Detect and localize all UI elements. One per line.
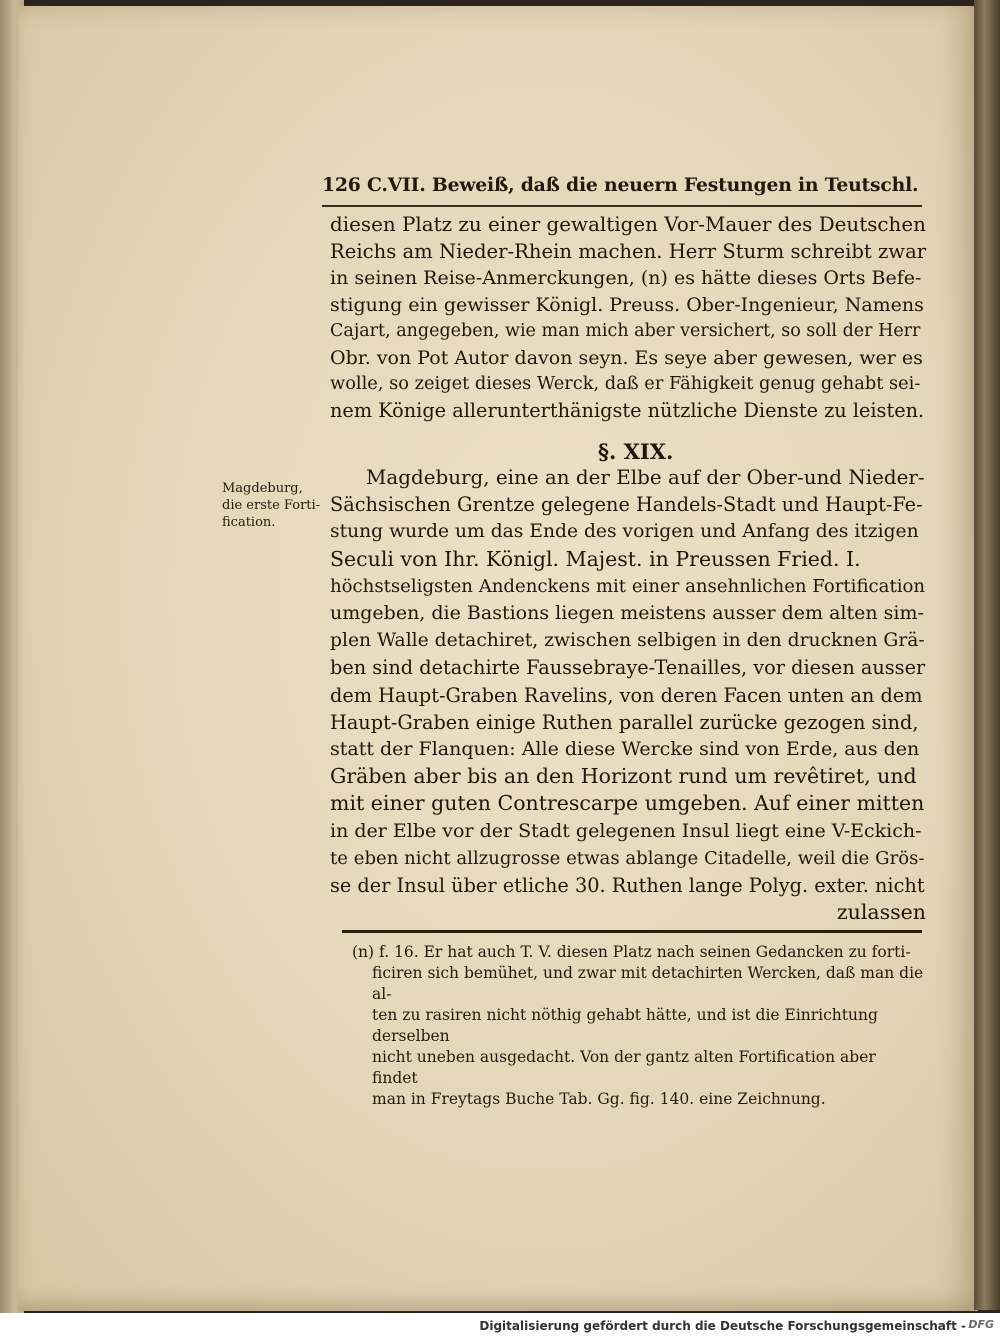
marginal-note (222, 480, 327, 531)
catchword: zulassen (836, 900, 926, 925)
footnote-rule (342, 930, 922, 933)
text-line: in der Elbe vor der Stadt gelegenen Insul liegt eine V-Eckich- (330, 819, 922, 842)
footnote-line: man in Freytags Buche Tab. Gg. fig. 140. eine Zeichnung. (372, 1090, 826, 1108)
text-line: Haupt-Graben einige Ruthen parallel zurücke gezogen sind, (330, 710, 919, 734)
footnote-line: ficiren sich bemühet, und zwar mit detachirten Wercken, daß man die al- (372, 964, 924, 1003)
text-line: umgeben, die Bastions liegen meistens ausser dem alten sim- (330, 602, 924, 625)
text-line: Cajart, angegeben, wie man mich aber versichert, so soll der Herr (330, 321, 921, 341)
text-line: wolle, so zeiget dieses Werck, daß er Fähigkeit genug gehabt sei- (330, 373, 921, 394)
footnote (352, 942, 924, 1110)
text-line: ben sind detachirte Faussebraye-Tenailles, vor diesen ausser (330, 656, 926, 680)
dfg-logo-icon: DFG (968, 1318, 994, 1331)
text-line: dem Haupt-Graben Ravelins, von deren Facen unten an dem (330, 683, 923, 707)
text-line: nem Könige allerunterthänigste nützliche Dienste zu leisten. (330, 398, 925, 422)
text-line: Reichs am Nieder-Rhein machen. Herr Sturm schreibt zwar (330, 239, 927, 263)
text-line: mit einer guten Contrescarpe umgeben. Auf einer mitten (330, 791, 925, 816)
text-line: te eben nicht allzugrosse etwas ablange Citadelle, weil die Grös- (330, 847, 925, 869)
text-line: stigung ein gewisser Königl. Preuss. Ober-Ingenieur, Namens (330, 293, 924, 316)
page-edge-shadow (974, 0, 1000, 1310)
text-line: statt der Flanquen: Alle diese Wercke sind von Erde, aus den (330, 738, 920, 761)
text-line: höchstseligsten Andenckens mit einer ansehnlichen Fortification (330, 575, 926, 597)
marginal-line: fication. (222, 515, 276, 530)
text-line: se der Insul über etliche 30. Ruthen lange Polyg. exter. nicht (330, 874, 925, 898)
footnote-line: nicht uneben ausgedacht. Von der gantz alten Fortification aber findet (372, 1048, 876, 1087)
paragraph-continuation (330, 212, 926, 424)
text-line: Obr. von Pot Autor davon seyn. Es seye aber gewesen, wer es (330, 346, 923, 369)
text-line: Gräben aber bis an den Horizont rund um revêtiret, und (330, 764, 917, 789)
text-line: in seinen Reise-Anmerckungen, (n) es hätte dieses Orts Befe- (330, 267, 922, 289)
marginal-line: die erste Forti- (222, 498, 321, 513)
text-line: plen Walle detachiret, zwischen selbigen in den drucknen Grä- (330, 630, 925, 652)
digitization-notice: Digitalisierung gefördert durch die Deutsche Forschungsgemeinschaft - (479, 1319, 966, 1333)
text-line: Sächsischen Grentze gelegene Handels-Stadt und Haupt-Fe- (330, 493, 923, 517)
running-head: 126 C.VII. Beweiß, daß die neuern Festungen in Teutschl. (322, 174, 919, 196)
footnote-line: ten zu rasiren nicht nöthig gehabt hätte, und ist die Einrichtung derselben (372, 1006, 878, 1045)
header-rule (322, 205, 922, 207)
marginal-line: Magdeburg, (222, 481, 303, 496)
footnote-line: (n) f. 16. Er hat auch T. V. diesen Platz nach seinen Gedancken zu forti- (352, 943, 911, 961)
text-line: diesen Platz zu einer gewaltigen Vor-Mauer des Deutschen (330, 213, 926, 236)
paragraph-magdeburg (330, 464, 926, 926)
text-line: stung wurde um das Ende des vorigen und Anfang des itzigen (330, 521, 919, 543)
section-heading: §. XIX. (598, 439, 674, 464)
text-line: Magdeburg, eine an der Elbe auf der Ober-und Nieder- (366, 466, 925, 489)
text-line: Seculi von Ihr. Königl. Majest. in Preussen Fried. I. (330, 546, 861, 571)
